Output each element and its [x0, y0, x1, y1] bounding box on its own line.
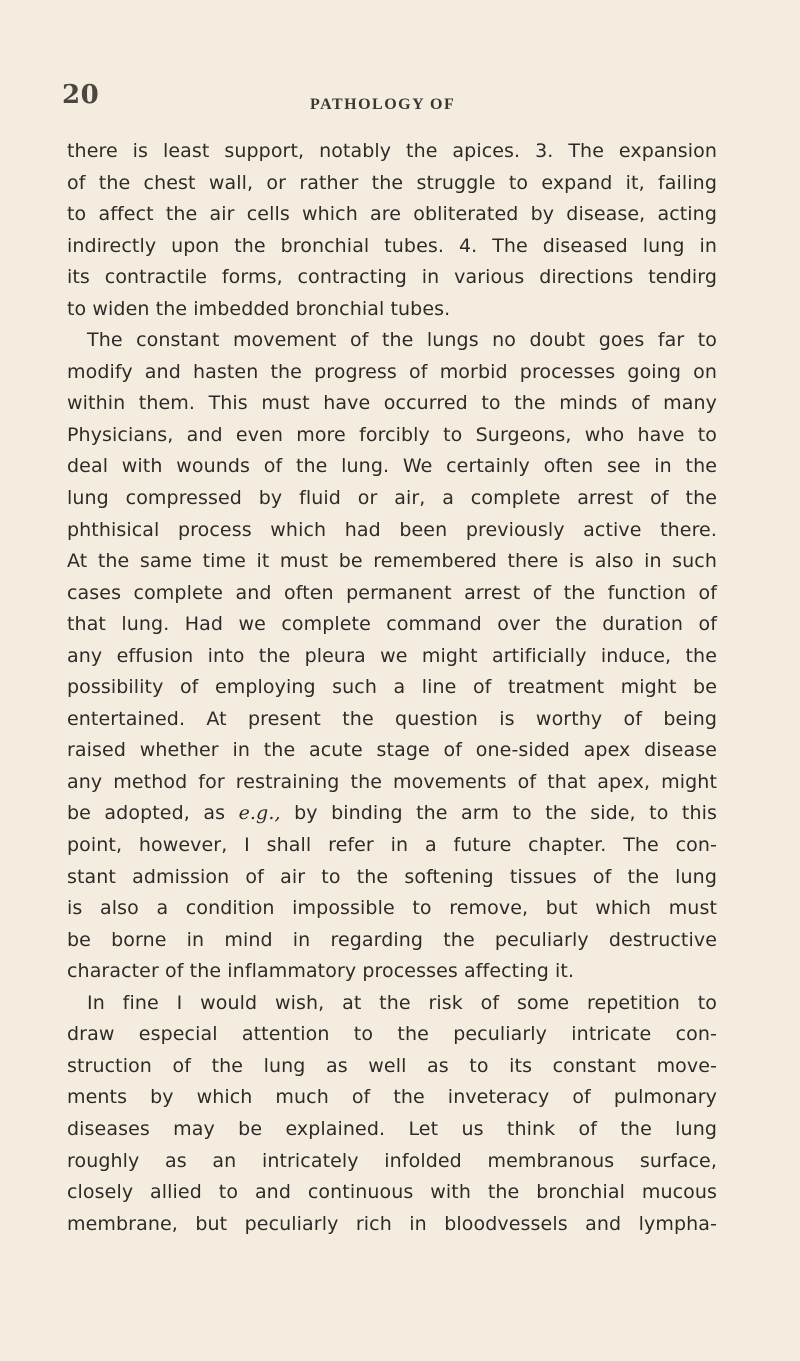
text-line: raised whether in the acute stage of one-sided apex disease	[67, 739, 717, 762]
text-line: membrane, but peculiarly rich in bloodvessels and lympha-	[67, 1212, 717, 1235]
text-line: its contractile forms, contracting in various directions tendirg	[67, 266, 717, 289]
text-line: stant admission of air to the softening tissues of the lung	[67, 865, 717, 888]
text-line: In fine I would wish, at the risk of some repetition to	[87, 991, 717, 1014]
text-line: diseases may be explained. Let us think of the lung	[67, 1117, 717, 1140]
running-head: PATHOLOGY OF	[310, 96, 456, 113]
text-line: cases complete and often permanent arrest of the function of	[67, 581, 717, 604]
text-line: lung compressed by fluid or air, a complete arrest of the	[67, 487, 717, 510]
text-line: ments by which much of the inveteracy of pulmonary	[67, 1086, 717, 1109]
text-line: of the chest wall, or rather the struggle to expand it, failing	[67, 171, 717, 194]
text-line: modify and hasten the progress of morbid processes going on	[67, 360, 717, 383]
text-line: At the same time it must be remembered there is also in such	[67, 550, 717, 573]
text-line: within them. This must have occurred to the minds of many	[67, 392, 717, 415]
text-line: character of the inflammatory processes affecting it.	[67, 960, 575, 983]
text-line: roughly as an intricately infolded membranous surface,	[67, 1149, 717, 1172]
text-line: entertained. At present the question is worthy of being	[67, 707, 717, 730]
text-line: be adopted, as e.g., by binding the arm to the side, to this	[67, 802, 717, 825]
text-line: possibility of employing such a line of treatment might be	[67, 676, 717, 699]
text-line: struction of the lung as well as to its constant move-	[67, 1054, 717, 1077]
text-line: is also a condition impossible to remove, but which must	[67, 897, 717, 920]
text-line: be borne in mind in regarding the peculiarly destructive	[67, 928, 717, 951]
text-line: to affect the air cells which are obliterated by disease, acting	[67, 203, 717, 226]
text-line: point, however, I shall refer in a future chapter. The con-	[67, 834, 717, 857]
page-number: 20	[62, 80, 100, 110]
text-line: any effusion into the pleura we might artificially induce, the	[67, 644, 717, 667]
text-line: The constant movement of the lungs no doubt goes far to	[87, 329, 717, 352]
text-line: Physicians, and even more forcibly to Surgeons, who have to	[67, 423, 717, 446]
text-line: any method for restraining the movements of that apex, might	[67, 770, 717, 793]
text-line: phthisical process which had been previously active there.	[67, 518, 717, 541]
text-line: there is least support, notably the apices. 3. The expansion	[67, 140, 717, 162]
text-line: indirectly upon the bronchial tubes. 4. The diseased lung in	[67, 234, 717, 257]
text-line: deal with wounds of the lung. We certainly often see in the	[67, 455, 717, 478]
text-line: to widen the imbedded bronchial tubes.	[67, 297, 451, 320]
text-line: that lung. Had we complete command over the duration of	[67, 613, 717, 636]
text-line: closely allied to and continuous with the bronchial mucous	[67, 1181, 717, 1204]
body-text	[67, 136, 717, 1240]
text-line: draw especial attention to the peculiarly intricate con-	[67, 1023, 717, 1046]
